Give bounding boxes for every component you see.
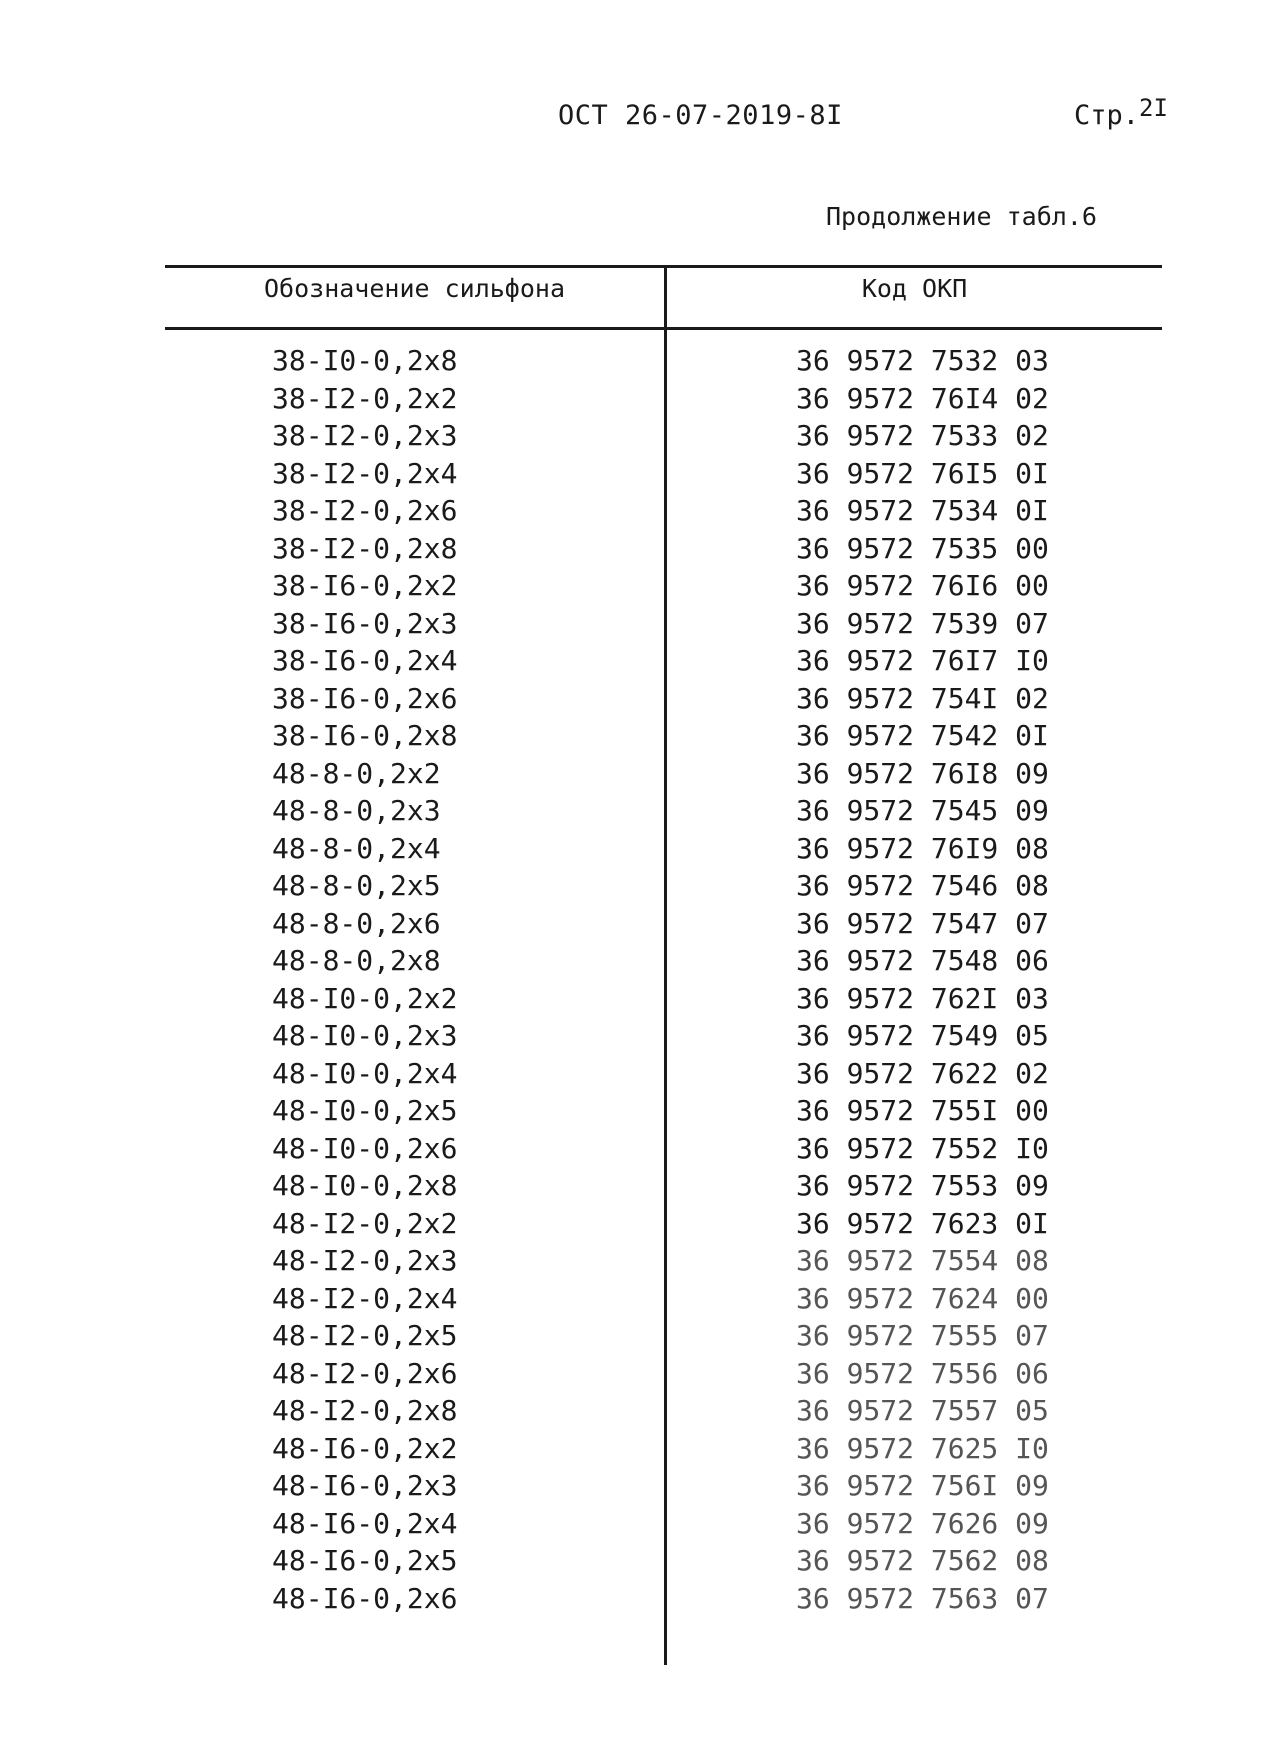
page-number-value: 2I [1139, 94, 1168, 122]
table-row [0, 1132, 1266, 1170]
table-row [0, 1319, 1266, 1357]
bellows-designation: 48-I2-0,2x5 [272, 1319, 458, 1352]
okp-code: 36 9572 756I 09 [796, 1469, 1049, 1502]
bellows-designation: 38-I2-0,2x3 [272, 419, 458, 452]
table-row [0, 1282, 1266, 1320]
okp-code: 36 9572 76I4 02 [796, 381, 1049, 415]
bellows-designation: 48-8-0,2x4 [272, 831, 441, 865]
table-row [0, 457, 1266, 495]
table-row [0, 1469, 1266, 1507]
okp-code: 36 9572 76I7 I0 [796, 644, 1049, 677]
table-row [0, 532, 1266, 570]
table-row [0, 1169, 1266, 1207]
table-row [0, 1057, 1266, 1095]
okp-code: 36 9572 7542 0I [796, 719, 1049, 752]
table-row [0, 1507, 1266, 1545]
bellows-designation: 38-I2-0,2x6 [272, 494, 458, 527]
okp-code: 36 9572 76I6 00 [796, 569, 1049, 602]
page-prefix: Стр. [1074, 100, 1140, 131]
okp-code: 36 9572 7534 0I [796, 494, 1049, 527]
table-row [0, 494, 1266, 532]
bellows-designation: 38-I6-0,2x4 [272, 644, 458, 677]
bellows-designation: 48-I2-0,2x2 [272, 1206, 458, 1240]
okp-code: 36 9572 7539 07 [796, 606, 1049, 640]
bellows-designation: 38-I6-0,2x6 [272, 681, 458, 715]
bellows-designation: 38-I2-0,2x4 [272, 456, 458, 490]
bellows-designation: 48-I0-0,2x8 [272, 1169, 458, 1202]
bellows-designation: 48-I2-0,2x8 [272, 1394, 458, 1427]
bellows-designation: 48-I0-0,2x3 [272, 1019, 458, 1052]
okp-code: 36 9572 7554 08 [796, 1244, 1049, 1277]
okp-code: 36 9572 7625 I0 [796, 1431, 1049, 1465]
table-row [0, 794, 1266, 832]
table-row [0, 982, 1266, 1020]
okp-code: 36 9572 7562 08 [796, 1544, 1049, 1577]
okp-code: 36 9572 7622 02 [796, 1056, 1049, 1090]
table-row [0, 757, 1266, 795]
bellows-designation: 48-I6-0,2x5 [272, 1544, 458, 1577]
bellows-designation: 38-I0-0,2x8 [272, 344, 458, 377]
bellows-designation: 38-I6-0,2x3 [272, 606, 458, 640]
table-row [0, 869, 1266, 907]
table-row [0, 944, 1266, 982]
table-row [0, 569, 1266, 607]
table-row [0, 1582, 1266, 1620]
table-row [0, 719, 1266, 757]
table-row [0, 832, 1266, 870]
okp-code: 36 9572 76I9 08 [796, 831, 1049, 865]
table-row [0, 607, 1266, 645]
bellows-designation: 48-I2-0,2x3 [272, 1244, 458, 1277]
okp-code: 36 9572 7546 08 [796, 869, 1049, 902]
okp-code: 36 9572 7532 03 [796, 344, 1049, 377]
bellows-designation: 38-I2-0,2x2 [272, 381, 458, 415]
okp-code: 36 9572 7533 02 [796, 419, 1049, 452]
bellows-designation: 38-I6-0,2x2 [272, 569, 458, 602]
bellows-designation: 48-8-0,2x6 [272, 906, 441, 940]
table-row [0, 1544, 1266, 1582]
bellows-designation: 48-I2-0,2x4 [272, 1281, 458, 1315]
okp-code: 36 9572 76I5 0I [796, 456, 1049, 490]
okp-code: 36 9572 7535 00 [796, 531, 1049, 565]
table-row [0, 1019, 1266, 1057]
okp-code: 36 9572 7553 09 [796, 1169, 1049, 1202]
okp-code: 36 9572 76I8 09 [796, 756, 1049, 790]
bellows-designation: 48-I2-0,2x6 [272, 1356, 458, 1390]
okp-code: 36 9572 7548 06 [796, 944, 1049, 977]
table-row [0, 1394, 1266, 1432]
column-header-okp-code: Код ОКП [861, 274, 968, 303]
table-row [0, 907, 1266, 945]
bellows-designation: 48-I6-0,2x2 [272, 1431, 458, 1465]
table-row [0, 1094, 1266, 1132]
okp-code: 36 9572 7552 I0 [796, 1131, 1049, 1165]
bellows-designation: 48-8-0,2x5 [272, 869, 441, 902]
bellows-designation: 48-I0-0,2x6 [272, 1131, 458, 1165]
table-row [0, 1432, 1266, 1470]
page-number [1074, 94, 1168, 131]
okp-code: 36 9572 7547 07 [796, 906, 1049, 940]
bellows-designation: 48-8-0,2x2 [272, 756, 441, 790]
document-code: ОСТ 26-07-2019-8I [558, 100, 843, 131]
okp-code: 36 9572 754I 02 [796, 681, 1049, 715]
bellows-designation: 48-I0-0,2x5 [272, 1094, 458, 1127]
table-row [0, 419, 1266, 457]
table-row [0, 344, 1266, 382]
okp-code: 36 9572 7557 05 [796, 1394, 1049, 1427]
okp-code: 36 9572 7624 00 [796, 1281, 1049, 1315]
bellows-designation: 38-I6-0,2x8 [272, 719, 458, 752]
okp-code: 36 9572 7549 05 [796, 1019, 1049, 1052]
table-continuation-label: Продолжение табл.6 [826, 202, 1097, 231]
bellows-designation: 48-I6-0,2x3 [272, 1469, 458, 1502]
okp-code: 36 9572 7563 07 [796, 1581, 1049, 1615]
okp-code: 36 9572 755I 00 [796, 1094, 1049, 1127]
okp-code: 36 9572 7626 09 [796, 1506, 1049, 1540]
okp-code: 36 9572 7545 09 [796, 794, 1049, 827]
bellows-designation: 48-I6-0,2x4 [272, 1506, 458, 1540]
table-row [0, 1357, 1266, 1395]
table-row [0, 1244, 1266, 1282]
okp-code: 36 9572 7623 0I [796, 1206, 1049, 1240]
bellows-designation: 48-8-0,2x8 [272, 944, 441, 977]
okp-code: 36 9572 762I 03 [796, 981, 1049, 1015]
table-row [0, 644, 1266, 682]
bellows-designation: 48-I0-0,2x4 [272, 1056, 458, 1090]
column-header-designation: Обозначение сильфона [263, 274, 566, 303]
okp-code: 36 9572 7556 06 [796, 1356, 1049, 1390]
okp-code: 36 9572 7555 07 [796, 1319, 1049, 1352]
bellows-designation: 38-I2-0,2x8 [272, 531, 458, 565]
bellows-designation: 48-I6-0,2x6 [272, 1581, 458, 1615]
bellows-designation: 48-I0-0,2x2 [272, 981, 458, 1015]
table-row [0, 682, 1266, 720]
table-body [0, 344, 1266, 1619]
bellows-designation: 48-8-0,2x3 [272, 794, 441, 827]
table-row [0, 382, 1266, 420]
table-row [0, 1207, 1266, 1245]
